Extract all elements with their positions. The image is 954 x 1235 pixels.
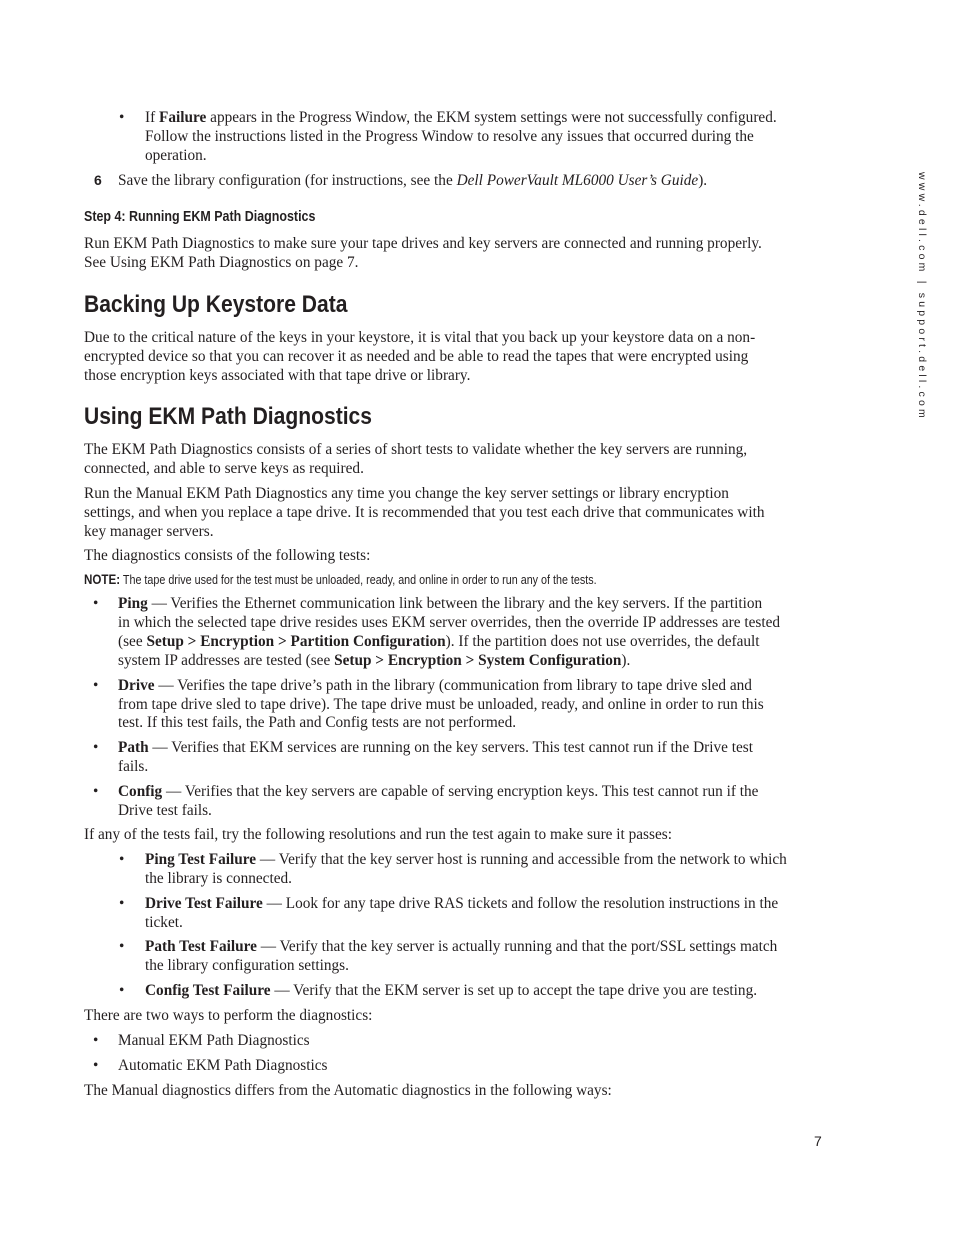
backing-up-line-1: Due to the critical nature of the keys in your keystore, it is vital that you back up your keystore data on a non- [84, 329, 756, 346]
using-ekm-p1-line-1: The EKM Path Diagnostics consists of a series of short tests to validate whether the key servers are running, [84, 441, 748, 458]
using-ekm-p3: The diagnostics consists of the following tests: [84, 547, 371, 564]
bullet-marker: • [119, 938, 125, 955]
ping-line-4: system IP addresses are tested (see Setup > Encryption > System Configuration). [118, 652, 631, 669]
bullet-marker: • [93, 1057, 99, 1074]
resolution-path-line-1: Path Test Failure — Verify that the key server is actually running and that the port/SSL settings match [145, 938, 778, 955]
bullet-marker: • [93, 595, 99, 612]
ways-outro: The Manual diagnostics differs from the Automatic diagnostics in the following ways: [84, 1082, 612, 1099]
using-ekm-p2-line-1: Run the Manual EKM Path Diagnostics any time you change the key server settings or library encryption [84, 485, 729, 502]
ping-line-3: (see Setup > Encryption > Partition Configuration). If the partition does not use overrides, the default [118, 633, 760, 650]
resolution-drive-line-1: Drive Test Failure — Look for any tape drive RAS tickets and follow the resolution instructions in the [145, 895, 779, 912]
ping-line-2: in which the selected tape drive resides uses EKM server overrides, then the override IP addresses are tested [118, 614, 781, 631]
drive-line-3: test. If this test fails, the Path and Config tests are not performed. [118, 714, 517, 731]
bullet-marker: • [93, 783, 99, 800]
failure-line-2: Follow the instructions listed in the Progress Window to resolve any issues that occurred during the [145, 128, 754, 145]
drive-line-2: from tape drive sled to tape drive). The tape drive must be unloaded, ready, and online in order to run this [118, 696, 764, 713]
way-automatic: Automatic EKM Path Diagnostics [118, 1057, 328, 1074]
note [84, 570, 680, 590]
path-line-1: Path — Verifies that EKM services are running on the key servers. This test cannot run if the Drive test [118, 739, 753, 756]
backing-up-heading: Backing Up Keystore Data [84, 291, 348, 318]
note-label: NOTE: [84, 572, 121, 587]
backing-up-line-2: encrypted device so that you can recover it as needed and be able to read the tapes that were encrypted using [84, 348, 749, 365]
way-manual: Manual EKM Path Diagnostics [118, 1032, 310, 1049]
bullet-marker: • [119, 982, 125, 999]
resolution-path-line-2: the library configuration settings. [145, 957, 349, 974]
step-number: 6 [94, 172, 102, 188]
drive-line-1: Drive — Verifies the tape drive’s path in the library (communication from library to tape drive sled and [118, 677, 752, 694]
bullet-marker: • [93, 1032, 99, 1049]
using-ekm-p1-line-2: connected, and able to serve keys as required. [84, 460, 364, 477]
using-ekm-p2-line-2: settings, and when you replace a tape drive. It is recommended that you test each drive that communicates with [84, 504, 765, 521]
step-4-line-1: Run EKM Path Diagnostics to make sure your tape drives and key servers are connected and running properly. [84, 235, 762, 252]
bullet-marker: • [93, 677, 99, 694]
bullet-marker: • [93, 739, 99, 756]
step-6-text: Save the library configuration (for instructions, see the Dell PowerVault ML6000 User’s Guide). [118, 172, 708, 189]
resolution-ping-line-2: the library is connected. [145, 870, 292, 887]
backing-up-line-3: those encryption keys associated with that tape drive or library. [84, 367, 471, 384]
ways-intro: There are two ways to perform the diagnostics: [84, 1007, 373, 1024]
path-line-2: fails. [118, 758, 149, 775]
bullet-marker: • [119, 109, 125, 126]
resolution-ping-line-1: Ping Test Failure — Verify that the key server host is running and accessible from the network to which [145, 851, 787, 868]
failure-line-1: If Failure appears in the Progress Window, the EKM system settings were not successfully configured. [145, 109, 777, 126]
step-4-line-2: See Using EKM Path Diagnostics on page 7. [84, 254, 359, 271]
ping-line-1: Ping — Verifies the Ethernet communication link between the library and the key servers. If the partition [118, 595, 763, 612]
using-ekm-p2-line-3: key manager servers. [84, 523, 214, 540]
side-url: www.dell.com | support.dell.com [916, 172, 928, 421]
bullet-marker: • [119, 851, 125, 868]
resolutions-intro: If any of the tests fail, try the following resolutions and run the test again to make sure it passes: [84, 826, 672, 843]
using-ekm-heading: Using EKM Path Diagnostics [84, 403, 373, 430]
note-text: The tape drive used for the test must be unloaded, ready, and online in order to run any of the tests. [120, 573, 597, 587]
bullet-marker: • [119, 895, 125, 912]
page-number: 7 [814, 1133, 822, 1149]
resolution-drive-line-2: ticket. [145, 914, 183, 931]
config-line-1: Config — Verifies that the key servers are capable of serving encryption keys. This test cannot run if the [118, 783, 759, 800]
failure-line-3: operation. [145, 147, 207, 164]
step-4-heading: Step 4: Running EKM Path Diagnostics [84, 209, 316, 225]
resolution-config-line-1: Config Test Failure — Verify that the EKM server is set up to accept the tape drive you are testing. [145, 982, 758, 999]
config-line-2: Drive test fails. [118, 802, 212, 819]
